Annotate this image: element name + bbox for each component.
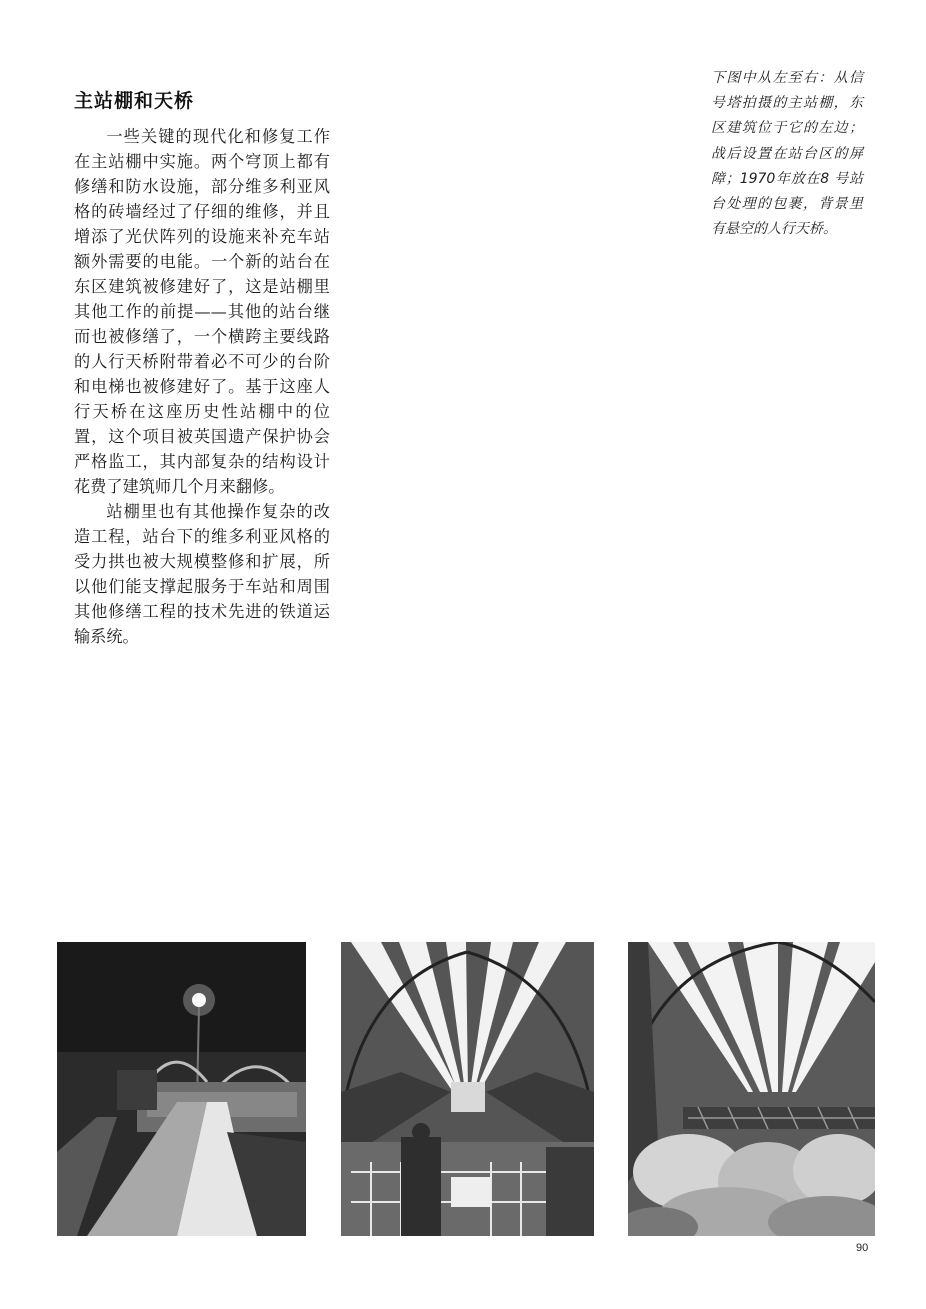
photo-platform-barriers [341, 942, 594, 1236]
photo-caption: 下图中从左至右：从信号塔拍摄的主站棚，东区建筑位于它的左边；战后设置在站台区的屏障；1970年放在8 号站台处理的包裹，背景里有悬空的人行天桥。 [711, 70, 863, 238]
photo-platform-parcels [628, 942, 875, 1236]
page-number: 90 [856, 1242, 869, 1254]
body-paragraph: 一些关键的现代化和修复工作在主站棚中实施。两个穹顶上都有修缮和防水设施，部分维多利亚风格的砖墙经过了仔细的维修，并且增添了光伏阵列的设施来补充车站额外需要的电能。一个新的站台在东区建筑被修建好了，这是站棚里其他工作的前提——其他的站台继而也被修缮了，一个横跨主要线路的人行天桥附带着必不可少的台阶和电梯也被修建好了。基于这座人行天桥在这座历史性站棚中的位置，这个项目被英国遗产保护协会严格监工，其内部复杂的结构设计花费了建筑师几个月来翻修。 [74, 127, 330, 496]
body-paragraph: 站棚里也有其他操作复杂的改造工程，站台下的维多利亚风格的受力拱也被大规模整修和扩展，所以他们能支撑起服务于车站和周围其他修缮工程的技术先进的铁道运输系统。 [74, 502, 330, 646]
body-text [74, 124, 330, 649]
section-heading: 主站棚和天桥 [74, 90, 195, 112]
photo-train-shed-night [57, 942, 306, 1236]
